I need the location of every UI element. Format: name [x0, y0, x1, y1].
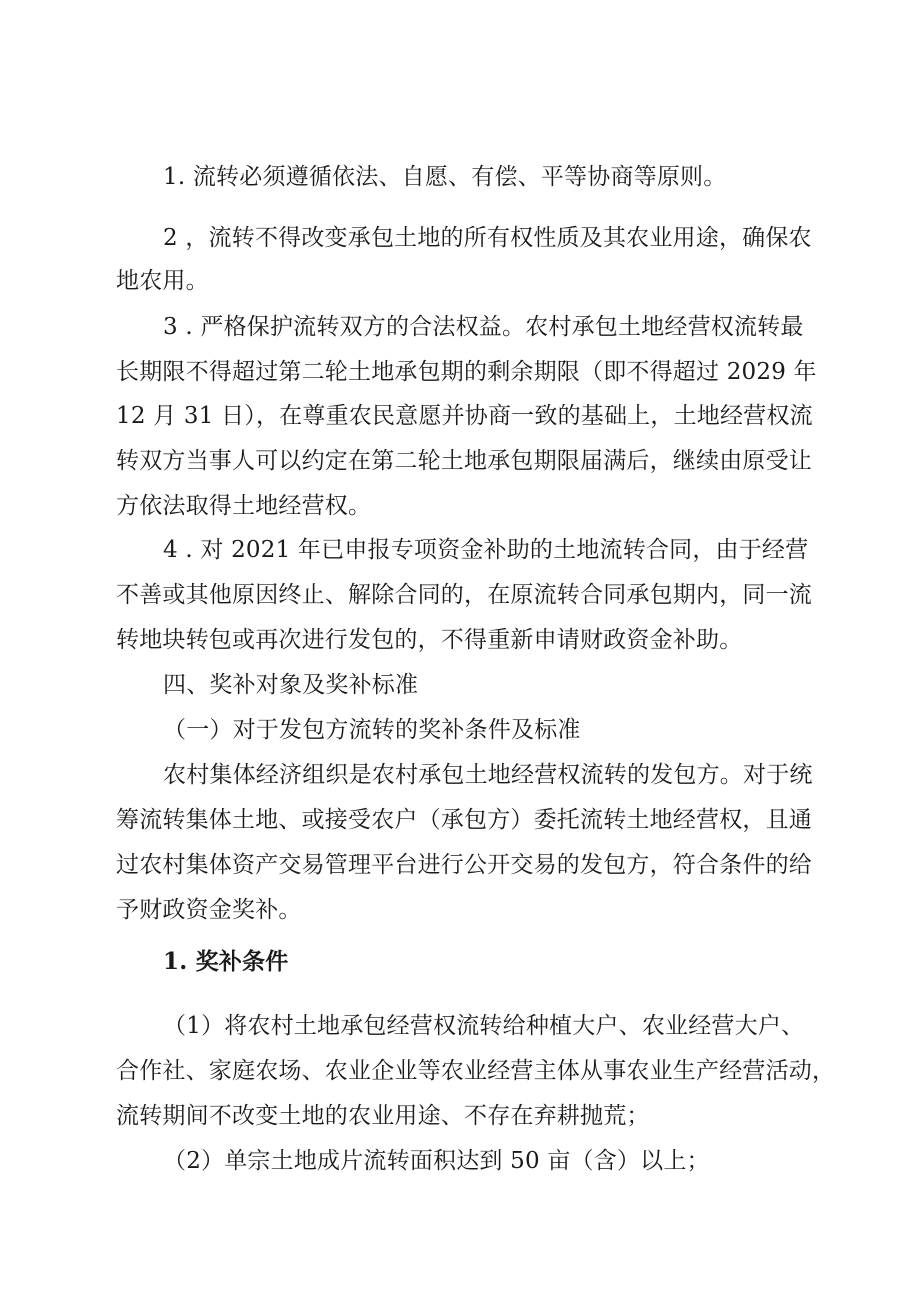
para-1-line-1: 1. 流转必须遵循依法、自愿、有偿、平等协商等原则。	[163, 164, 727, 190]
section-heading: 四、奖补对象及奖补标准	[163, 672, 419, 698]
item-heading: 1. 奖补条件	[163, 948, 289, 975]
para-5-line-3: 过农村集体资产交易管理平台进行公开交易的发包方，符合条件的给	[116, 852, 812, 878]
para-3-line-5: 方依法取得土地经营权。	[116, 493, 372, 519]
para-3-line-3: 12 月 31 日），在尊重农民意愿并协商一致的基础上，土地经营权流	[116, 403, 813, 429]
para-4-line-1: 4 . 对 2021 年已申报专项资金补助的土地流转合同，由于经营	[163, 537, 809, 563]
para-5-line-4: 予财政资金奖补。	[116, 897, 302, 923]
subsection-heading: （一）对于发包方流转的奖补条件及标准	[163, 717, 581, 743]
para-3-line-4: 转双方当事人可以约定在第二轮土地承包期限届满后，继续由原受让	[116, 448, 812, 474]
para-6-line-2: 合作社、家庭农场、农业企业等农业经营主体从事农业生产经营活动，	[116, 1058, 836, 1084]
para-7-line-1: （2）单宗土地成片流转面积达到 50 亩（含）以上；	[163, 1148, 710, 1174]
para-3-line-1: 3 . 严格保护流转双方的合法权益。农村承包土地经营权流转最	[163, 314, 804, 340]
para-4-line-2: 不善或其他原因终止、解除合同的，在原流转合同承包期内，同一流	[116, 582, 812, 608]
para-5-line-2: 筹流转集体土地、或接受农户（承包方）委托流转土地经营权，且通	[116, 807, 812, 833]
para-2-line-2: 地农用。	[116, 268, 209, 294]
para-4-line-3: 转地块转包或再次进行发包的，不得重新申请财政资金补助。	[116, 627, 743, 653]
para-6-line-1: （1）将农村土地承包经营权流转给种植大户、农业经营大户、	[163, 1013, 805, 1039]
para-6-line-3: 流转期间不改变土地的农业用途、不存在弃耕抛荒；	[116, 1103, 650, 1129]
para-2-line-1: 2 ，流转不得改变承包土地的所有权性质及其农业用途，确保农	[163, 225, 812, 251]
para-5-line-1: 农村集体经济组织是农村承包土地经营权流转的发包方。对于统	[163, 762, 813, 788]
para-3-line-2: 长期限不得超过第二轮土地承包期的剩余期限（即不得超过 2029 年	[116, 359, 817, 385]
